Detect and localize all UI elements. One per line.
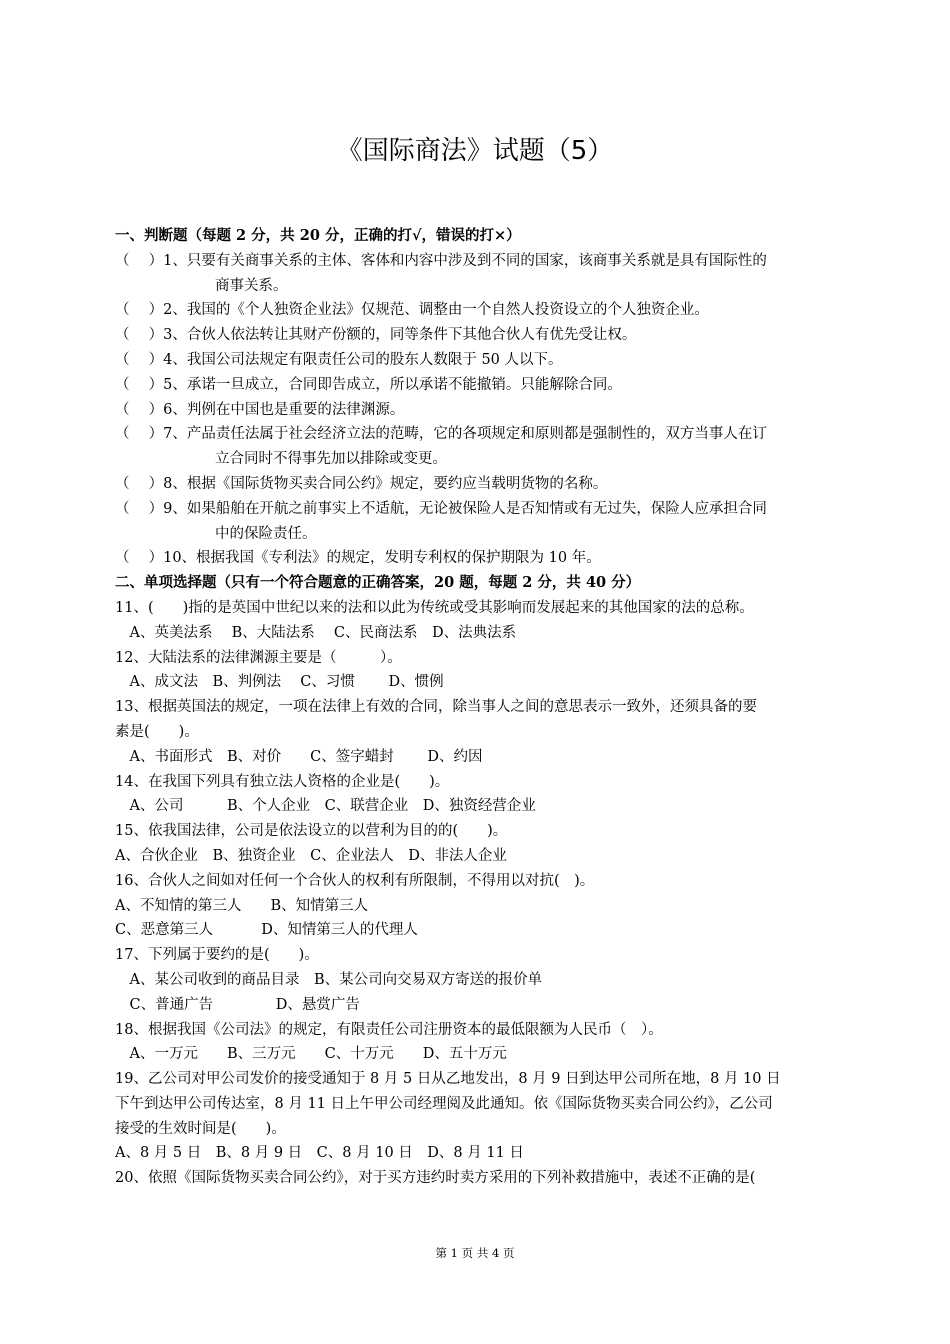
question-continuation: 下午到达甲公司传达室，8 月 11 日上午甲公司经理阅及此通知。依《国际货物买卖合同公约》，乙公司 [115,1095,773,1112]
answer-options: A、不知情的第三人 B、知情第三人 [115,897,369,914]
question-line: 15、依我国法律，公司是依法设立的以营利为目的的( )。 [115,823,508,840]
section-heading-true-false: 一、判断题（每题 2 分，共 20 分，正确的打√，错误的打×） [115,227,521,244]
answer-options: A、某公司收到的商品目录 B、某公司向交易双方寄送的报价单 [115,971,543,988]
document-title: 《国际商法》试题（5） [336,136,614,166]
question-line: 11、( )指的是英国中世纪以来的法和以此为传统或受其影响而发展起来的其他国家的法的总称。 [115,599,754,616]
question-line: 17、下列属于要约的是( )。 [115,947,319,964]
question-line: （ ）1、只要有关商事关系的主体、客体和内容中涉及到不同的国家，该商事关系就是具有国际性的 [115,252,767,269]
question-line: （ ）2、我国的《个人独资企业法》仅规范、调整由一个自然人投资设立的个人独资企业。 [115,302,709,319]
question-continuation: 素是( )。 [115,723,199,740]
question-line: （ ）4、我国公司法规定有限责任公司的股东人数限于 50 人以下。 [115,351,563,368]
question-line: 20、依照《国际货物买卖合同公约》，对于买方违约时卖方采用的下列补救措施中，表述不正确的是( [115,1170,756,1187]
answer-options: C、恶意第三人 D、知情第三人的代理人 [115,922,418,939]
question-continuation: 中的保险责任。 [215,525,317,542]
question-line: 16、合伙人之间如对任何一个合伙人的权利有所限制，不得用以对抗( )。 [115,872,595,889]
question-line: 19、乙公司对甲公司发价的接受通知于 8 月 5 日从乙地发出，8 月 9 日到达甲公司所在地，8 月 10 日 [115,1071,781,1088]
question-line: （ ）9、如果船舶在开航之前事实上不适航，无论被保险人是否知情或有无过失，保险人应承担合同 [115,500,767,517]
answer-options: A、成文法 B、判例法 C、习惯 D、惯例 [115,674,444,691]
answer-options: C、普通广告 D、悬赏广告 [115,996,360,1013]
answer-options: A、8 月 5 日 B、8 月 9 日 C、8 月 10 日 D、8 月 11 日 [115,1145,524,1162]
question-line: （ ）6、判例在中国也是重要的法律渊源。 [115,401,405,418]
question-line: 18、根据我国《公司法》的规定，有限责任公司注册资本的最低限额为人民币（ ）。 [115,1021,663,1038]
answer-options: A、合伙企业 B、独资企业 C、企业法人 D、非法人企业 [115,847,507,864]
question-continuation: 商事关系。 [215,277,288,294]
question-line: （ ）10、根据我国《专利法》的规定，发明专利权的保护期限为 10 年。 [115,550,601,567]
answer-options: A、书面形式 B、对价 C、签字蜡封 D、约因 [115,748,483,765]
answer-options: A、一万元 B、三万元 C、十万元 D、五十万元 [115,1046,507,1063]
question-line: （ ）8、根据《国际货物买卖合同公约》规定，要约应当载明货物的名称。 [115,475,608,492]
question-line: 14、在我国下列具有独立法人资格的企业是( )。 [115,773,450,790]
question-continuation: 接受的生效时间是( )。 [115,1120,286,1137]
question-line: 12、大陆法系的法律渊源主要是（ ）。 [115,649,402,666]
answer-options: A、公司 B、个人企业 C、联营企业 D、独资经营企业 [115,798,536,815]
question-line: （ ）7、产品责任法属于社会经济立法的范畴，它的各项规定和原则都是强制性的，双方当事人在订 [115,426,767,443]
question-line: （ ）5、承诺一旦成立，合同即告成立，所以承诺不能撤销。只能解除合同。 [115,376,622,393]
question-line: （ ）3、合伙人依法转让其财产份额的，同等条件下其他合伙人有优先受让权。 [115,327,637,344]
page-footer: 第 1 页 共 4 页 [435,1246,515,1260]
section-heading-single-choice: 二、单项选择题（只有一个符合题意的正确答案，20 题，每题 2 分，共 40 分） [115,574,641,592]
document-body [115,224,840,1191]
answer-options: A、英美法系 B、大陆法系 C、民商法系 D、法典法系 [115,624,517,641]
question-line: 13、根据英国法的规定，一项在法律上有效的合同，除当事人之间的意思表示一致外，还须具备的要 [115,699,757,716]
question-continuation: 立合同时不得事先加以排除或变更。 [215,451,447,468]
